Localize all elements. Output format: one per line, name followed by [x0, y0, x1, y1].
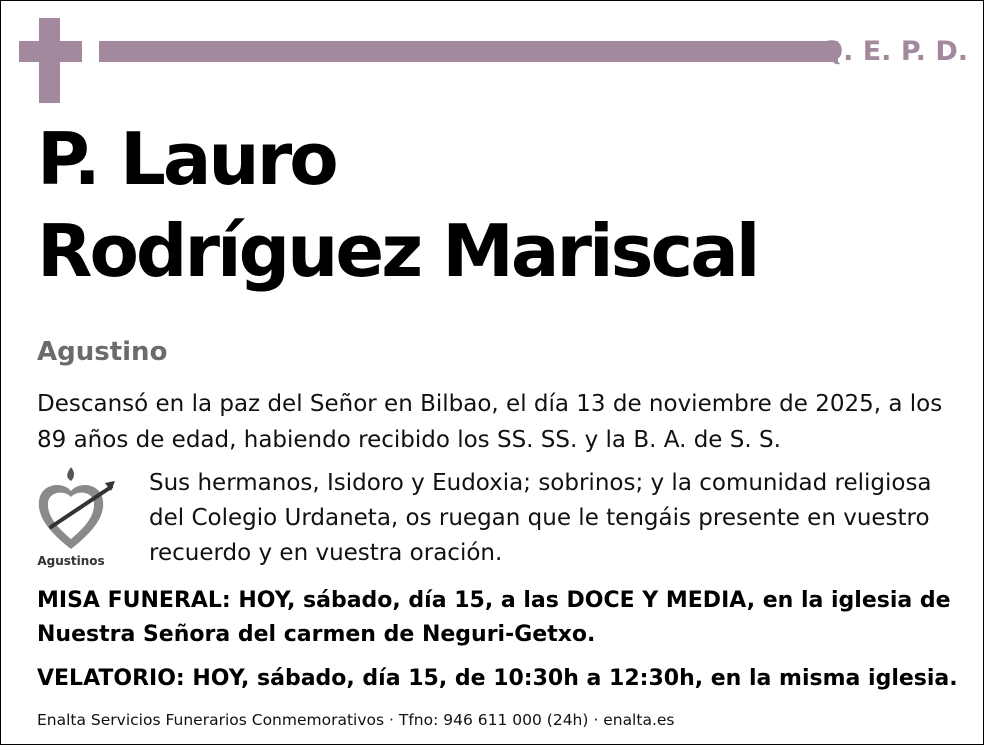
funeral-home-footer: Enalta Servicios Funerarios Conmemorativos · Tfno: 946 611 000 (24h) · enalta.es	[37, 711, 675, 729]
cross-icon-horizontal	[19, 41, 82, 62]
wake-info: VELATORIO: HOY, sábado, día 15, de 10:30h a 12:30h, en la misma iglesia.	[37, 666, 958, 691]
emblem-label: Agustinos	[37, 554, 105, 568]
funeral-mass-info: MISA FUNERAL: HOY, sábado, día 15, a las DOCE Y MEDIA, en la iglesia de Nuestra Señora del carmen de Neguri-Getxo.	[37, 588, 951, 647]
qepd-badge: Q. E. P. D.	[820, 36, 968, 67]
religious-order-label: Agustino	[37, 337, 168, 367]
name-line-1: P. Lauro	[37, 117, 336, 201]
name-line-2: Rodríguez Mariscal	[37, 209, 758, 293]
death-announcement: Descansó en la paz del Señor en Bilbao, el día 13 de noviembre de 2025, a los 89 años de edad, habiendo recibido los SS. SS. y la B. A. de S. S.	[37, 391, 943, 453]
header-rule	[99, 41, 838, 62]
deceased-name	[37, 113, 757, 297]
family-message: Sus hermanos, Isidoro y Eudoxia; sobrinos; y la comunidad religiosa del Colegio Urdaneta, os ruegan que le tengáis presente en vuestro recuerdo y en vuestra oración.	[149, 470, 932, 566]
